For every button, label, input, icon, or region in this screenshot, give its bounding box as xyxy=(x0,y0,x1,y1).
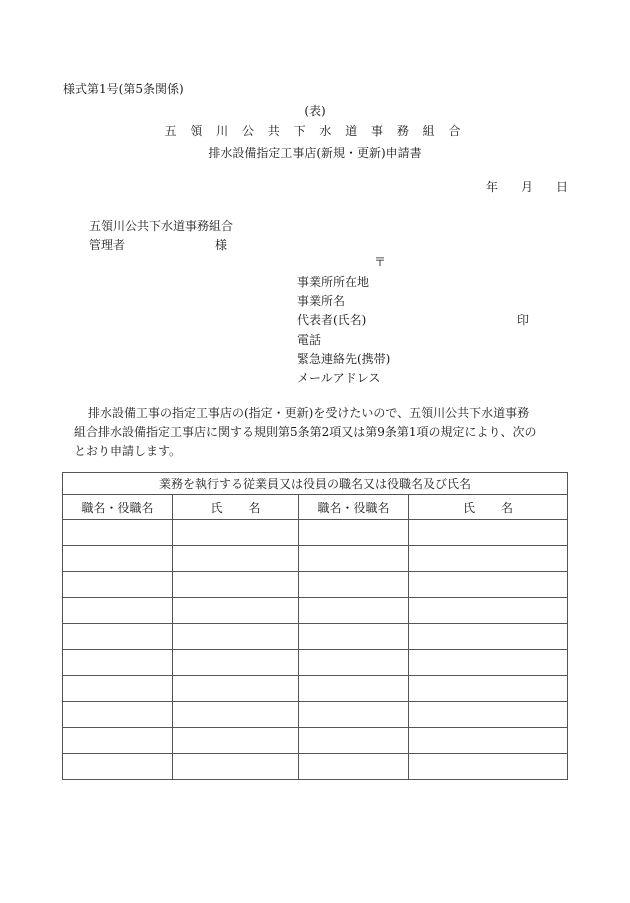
name-cell[interactable] xyxy=(409,624,568,650)
table-row xyxy=(63,598,568,624)
field-email: メールアドレス xyxy=(297,371,381,385)
table-row xyxy=(63,754,568,780)
table-row xyxy=(63,520,568,546)
table-row xyxy=(63,546,568,572)
field-phone: 電話 xyxy=(297,333,322,347)
name-cell[interactable] xyxy=(173,728,299,754)
title-cell[interactable] xyxy=(299,520,409,546)
name-cell[interactable] xyxy=(409,598,568,624)
title-cell[interactable] xyxy=(299,598,409,624)
addressee-role-line xyxy=(89,238,228,252)
field-representative: 代表者(氏名) xyxy=(297,313,367,327)
name-cell[interactable] xyxy=(173,598,299,624)
name-cell[interactable] xyxy=(409,676,568,702)
title-cell[interactable] xyxy=(63,598,173,624)
title-cell[interactable] xyxy=(299,546,409,572)
addressee-org: 五領川公共下水道事務組合 xyxy=(89,219,234,233)
table-row xyxy=(63,676,568,702)
header-title-1: 職名・役職名 xyxy=(63,495,173,520)
statement-line-1: 排水設備工事の指定工事店の(指定・更新)を受けたいので、五領川公共下水道事務 xyxy=(88,406,530,420)
date-month-label: 月 xyxy=(521,180,534,194)
name-cell[interactable] xyxy=(173,754,299,780)
name-cell[interactable] xyxy=(173,572,299,598)
title-cell[interactable] xyxy=(63,572,173,598)
name-cell[interactable] xyxy=(173,624,299,650)
staff-table-body xyxy=(63,520,568,780)
header-name-1: 氏名 xyxy=(173,495,299,520)
title-cell[interactable] xyxy=(63,728,173,754)
name-cell[interactable] xyxy=(409,728,568,754)
document-title: 排水設備指定工事店(新規・更新)申請書 xyxy=(208,146,422,160)
title-cell[interactable] xyxy=(63,546,173,572)
title-cell[interactable] xyxy=(299,624,409,650)
title-cell[interactable] xyxy=(63,650,173,676)
table-row xyxy=(63,624,568,650)
table-row xyxy=(63,650,568,676)
header-title-2: 職名・役職名 xyxy=(299,495,409,520)
seal-mark: 印 xyxy=(517,313,530,327)
field-office-address: 事業所所在地 xyxy=(297,275,370,289)
title-cell[interactable] xyxy=(299,702,409,728)
header-name-2: 氏名 xyxy=(409,495,568,520)
statement-line-2: 組合排水設備指定工事店に関する規則第5条第2項又は第9条第1項の規定により、次の xyxy=(74,425,537,439)
staff-table-caption: 業務を執行する従業員又は役員の職名又は役職名及び氏名 xyxy=(63,473,568,495)
addressee-role: 管理者 xyxy=(89,238,126,252)
staff-table xyxy=(62,472,568,780)
name-cell[interactable] xyxy=(409,572,568,598)
name-cell[interactable] xyxy=(409,702,568,728)
title-cell[interactable] xyxy=(63,702,173,728)
addressee-honorific: 様 xyxy=(215,238,228,252)
title-cell[interactable] xyxy=(299,650,409,676)
side-label: (表) xyxy=(304,104,326,118)
application-statement xyxy=(74,404,544,461)
statement-line-3: とおり申請します。 xyxy=(74,444,182,458)
date-day-label: 日 xyxy=(556,180,569,194)
title-cell[interactable] xyxy=(299,676,409,702)
table-row xyxy=(63,702,568,728)
name-cell[interactable] xyxy=(173,676,299,702)
title-cell[interactable] xyxy=(63,754,173,780)
field-office-name: 事業所名 xyxy=(297,294,346,308)
name-cell[interactable] xyxy=(173,650,299,676)
field-emergency-contact: 緊急連絡先(携帯) xyxy=(297,352,391,366)
name-cell[interactable] xyxy=(409,650,568,676)
document-title-org: 五 領 川 公 共 下 水 道 事 務 組 合 xyxy=(164,124,466,138)
name-cell[interactable] xyxy=(409,546,568,572)
title-cell[interactable] xyxy=(63,676,173,702)
title-cell[interactable] xyxy=(63,624,173,650)
postal-mark: 〒 xyxy=(374,255,387,269)
date-year-label: 年 xyxy=(486,180,499,194)
title-cell[interactable] xyxy=(299,572,409,598)
title-cell[interactable] xyxy=(299,728,409,754)
name-cell[interactable] xyxy=(409,754,568,780)
name-cell[interactable] xyxy=(409,520,568,546)
title-cell[interactable] xyxy=(63,520,173,546)
name-cell[interactable] xyxy=(173,702,299,728)
name-cell[interactable] xyxy=(173,520,299,546)
name-cell[interactable] xyxy=(173,546,299,572)
date-line xyxy=(486,180,569,194)
title-cell[interactable] xyxy=(299,754,409,780)
table-row xyxy=(63,572,568,598)
table-row xyxy=(63,728,568,754)
form-number: 様式第1号(第5条関係) xyxy=(63,82,184,96)
